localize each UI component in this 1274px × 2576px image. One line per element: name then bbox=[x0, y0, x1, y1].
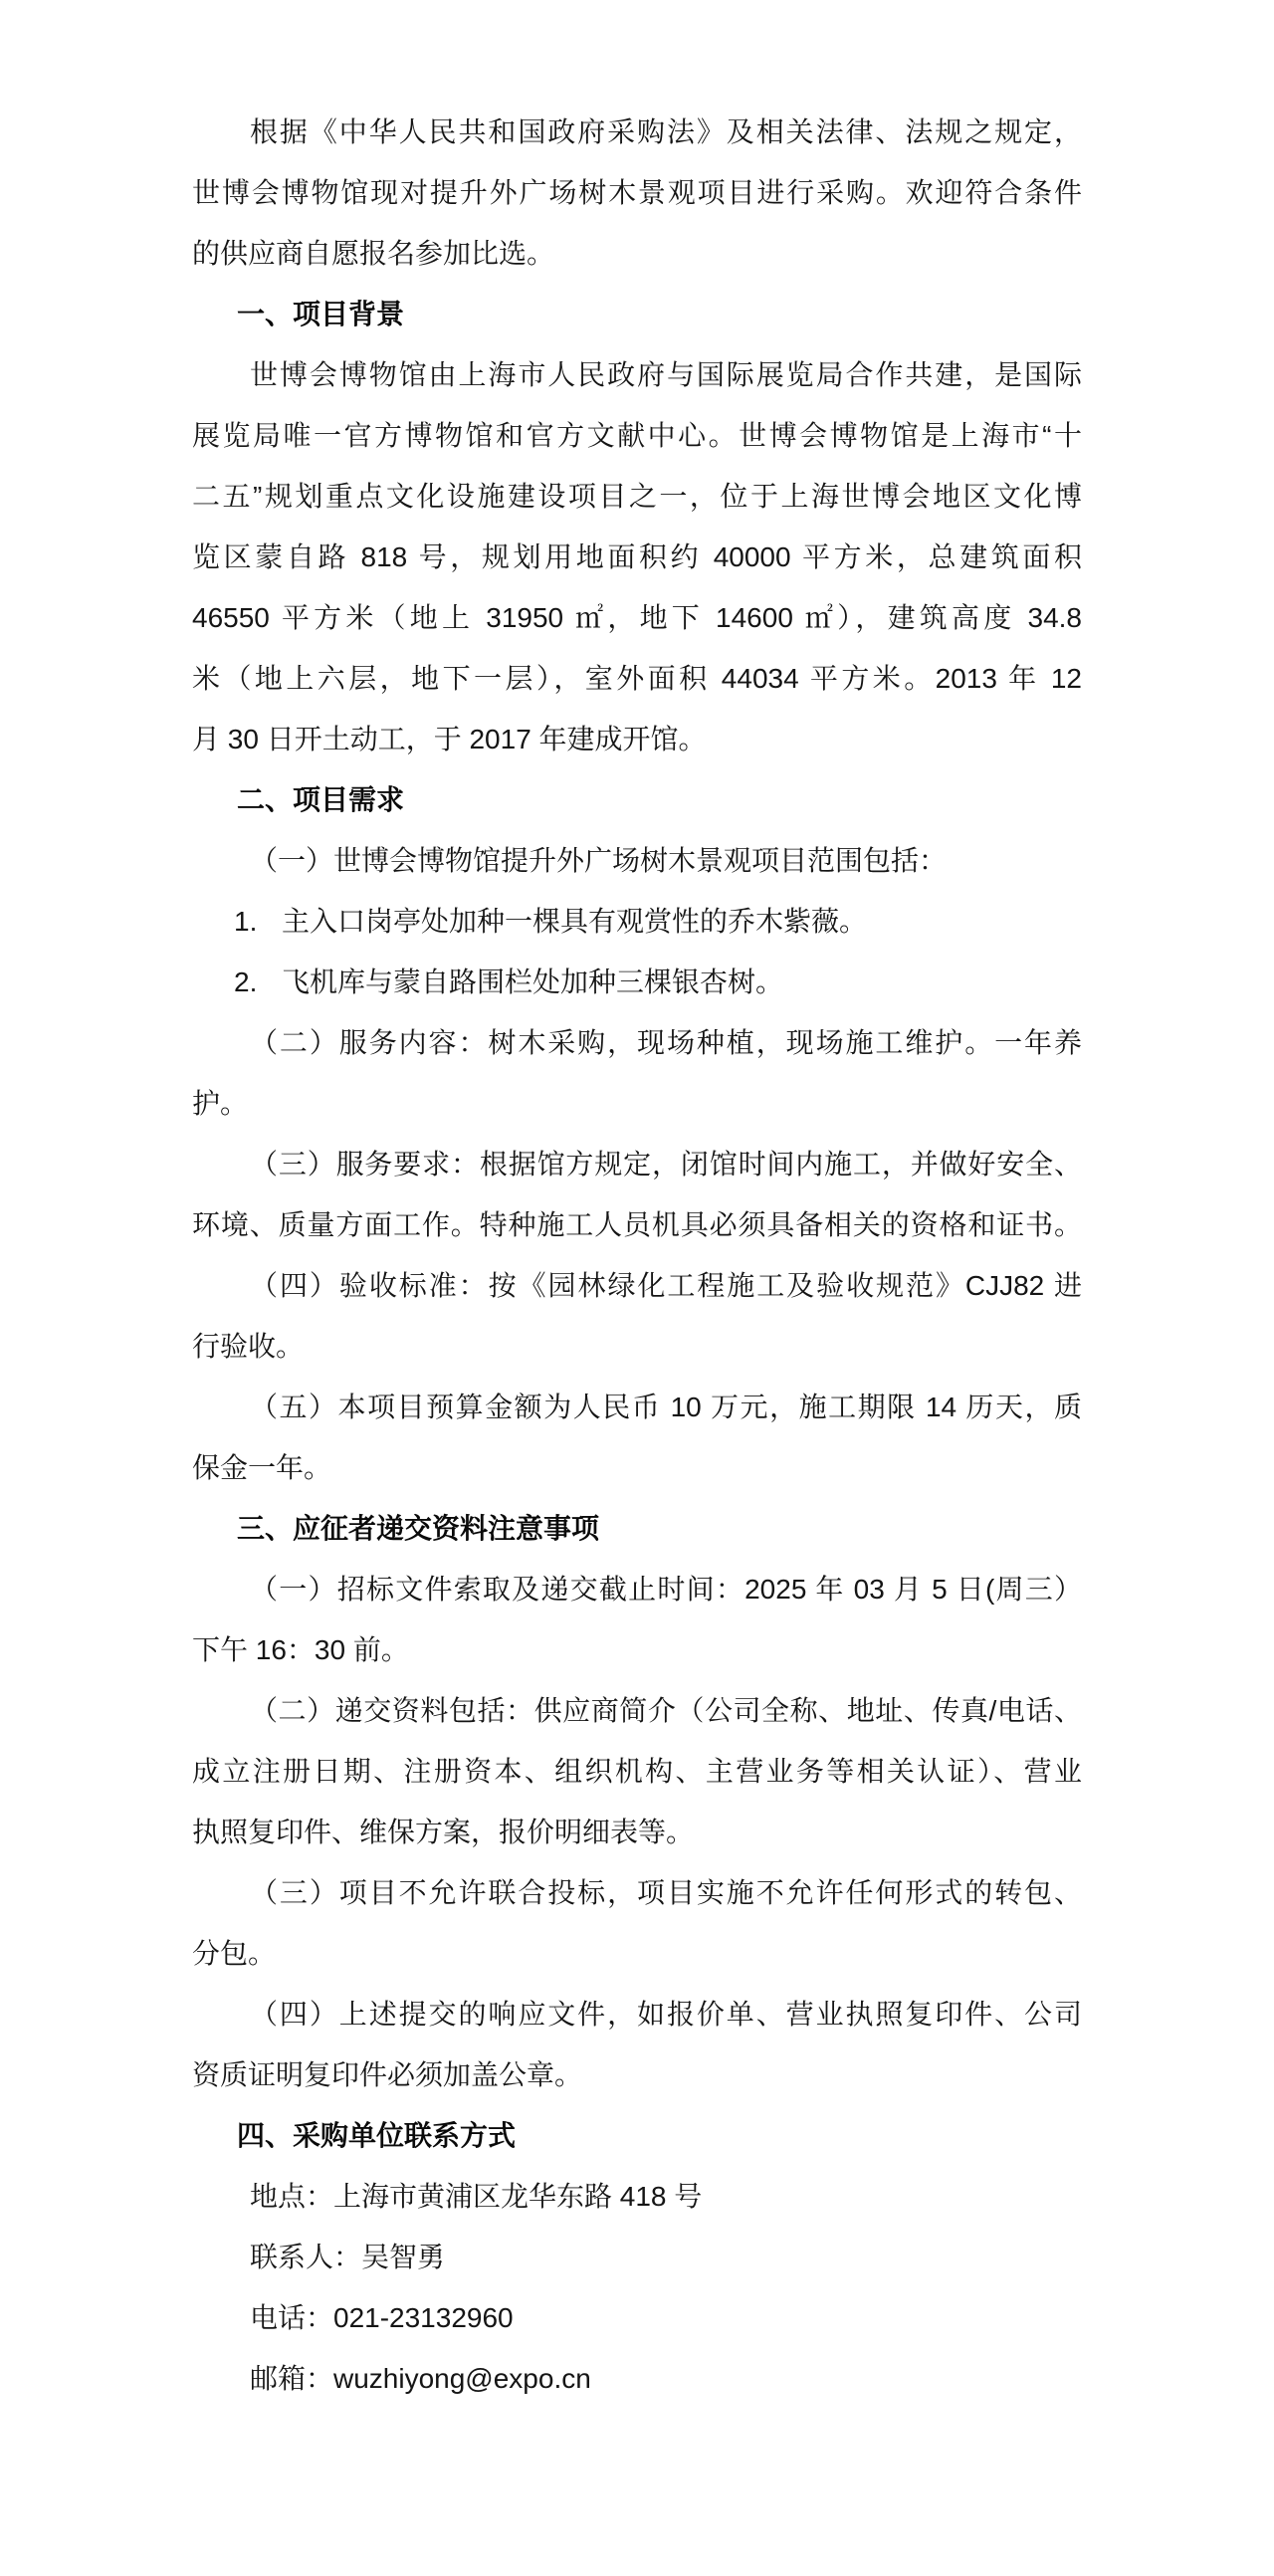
stamp-requirement-line-1: （四）上述提交的响应文件，如报价单、营业执照复印件、公司 bbox=[250, 1999, 1082, 2030]
intro-line-2: 世博会博物馆现对提升外广场树木景观项目进行采购。欢迎符合条件 bbox=[192, 177, 1082, 208]
list-item-1 bbox=[192, 891, 1082, 952]
service-content-line-1: （二）服务内容：树木采购，现场种植，现场施工维护。一年养 bbox=[250, 1027, 1082, 1058]
list-item-2-text: 飞机库与蒙自路围栏处加种三棵银杏树。 bbox=[282, 966, 784, 997]
list-item-2-number: 2. bbox=[234, 966, 258, 997]
deadline-line-1: （一）招标文件索取及递交截止时间：2025 年 03 月 5 日(周三） bbox=[250, 1574, 1082, 1605]
heading-project-requirements: 二、项目需求 bbox=[237, 784, 405, 815]
contact-email: 邮箱：wuzhiyong@expo.cn bbox=[250, 2363, 591, 2394]
intro-line-1: 根据《中华人民共和国政府采购法》及相关法律、法规之规定， bbox=[250, 116, 1082, 147]
materials-line-1: （二）递交资料包括：供应商简介（公司全称、地址、传真/电话、 bbox=[250, 1695, 1082, 1726]
list-item-1-text: 主入口岗亭处加种一棵具有观赏性的乔木紫薇。 bbox=[282, 906, 868, 937]
acceptance-standard-line-1: （四）验收标准：按《园林绿化工程施工及验收规范》CJJ82 进 bbox=[250, 1270, 1082, 1301]
background-line-3: 二五”规划重点文化设施建设项目之一，位于上海世博会地区文化博 bbox=[192, 481, 1082, 512]
background-line-7: 月 30 日开土动工，于 2017 年建成开馆。 bbox=[192, 724, 707, 754]
service-content-line-2: 护。 bbox=[192, 1088, 249, 1119]
contact-person: 联系人：吴智勇 bbox=[250, 2242, 446, 2272]
materials-line-2: 成立注册日期、注册资本、组织机构、主营业务等相关认证）、营业 bbox=[192, 1756, 1082, 1787]
background-line-4: 览区蒙自路 818 号，规划用地面积约 40000 平方米，总建筑面积 bbox=[192, 541, 1082, 572]
background-line-1: 世博会博物馆由上海市人民政府与国际展览局合作共建，是国际 bbox=[250, 359, 1082, 390]
background-line-6: 米（地上六层，地下一层），室外面积 44034 平方米。2013 年 12 bbox=[192, 663, 1082, 694]
contact-phone: 电话：021-23132960 bbox=[250, 2302, 514, 2333]
stamp-requirement-line-2: 资质证明复印件必须加盖公章。 bbox=[192, 2059, 583, 2090]
document-body bbox=[192, 102, 1082, 2409]
materials-line-3: 执照复印件、维保方案，报价明细表等。 bbox=[192, 1817, 695, 1847]
no-joint-bid-line-1: （三）项目不允许联合投标，项目实施不允许任何形式的转包、 bbox=[250, 1877, 1082, 1908]
contact-address: 地点：上海市黄浦区龙华东路 418 号 bbox=[250, 2181, 703, 2212]
no-joint-bid-line-2: 分包。 bbox=[192, 1938, 277, 1969]
background-line-5: 46550 平方米（地上 31950 ㎡，地下 14600 ㎡），建筑高度 34.8 bbox=[192, 602, 1082, 633]
background-line-2: 展览局唯一官方博物馆和官方文献中心。世博会博物馆是上海市“十 bbox=[192, 420, 1082, 451]
heading-project-background: 一、项目背景 bbox=[237, 299, 405, 329]
intro-line-3: 的供应商自愿报名参加比选。 bbox=[192, 238, 555, 269]
heading-submission-notes: 三、应征者递交资料注意事项 bbox=[237, 1513, 600, 1544]
acceptance-standard-line-2: 行验收。 bbox=[192, 1331, 305, 1362]
budget-line-2: 保金一年。 bbox=[192, 1452, 332, 1483]
service-requirement-line-1: （三）服务要求：根据馆方规定，闭馆时间内施工，并做好安全、 bbox=[250, 1149, 1082, 1180]
service-requirement-line-2: 环境、质量方面工作。特种施工人员机具必须具备相关的资格和证书。 bbox=[192, 1209, 1082, 1240]
list-item-2 bbox=[192, 952, 1082, 1012]
scope-intro-line: （一）世博会博物馆提升外广场树木景观项目范围包括： bbox=[250, 845, 948, 876]
list-item-1-number: 1. bbox=[234, 906, 258, 937]
deadline-line-2: 下午 16：30 前。 bbox=[192, 1634, 409, 1665]
heading-contact-info: 四、采购单位联系方式 bbox=[237, 2120, 517, 2151]
budget-line-1: （五）本项目预算金额为人民币 10 万元，施工期限 14 历天，质 bbox=[250, 1392, 1082, 1422]
